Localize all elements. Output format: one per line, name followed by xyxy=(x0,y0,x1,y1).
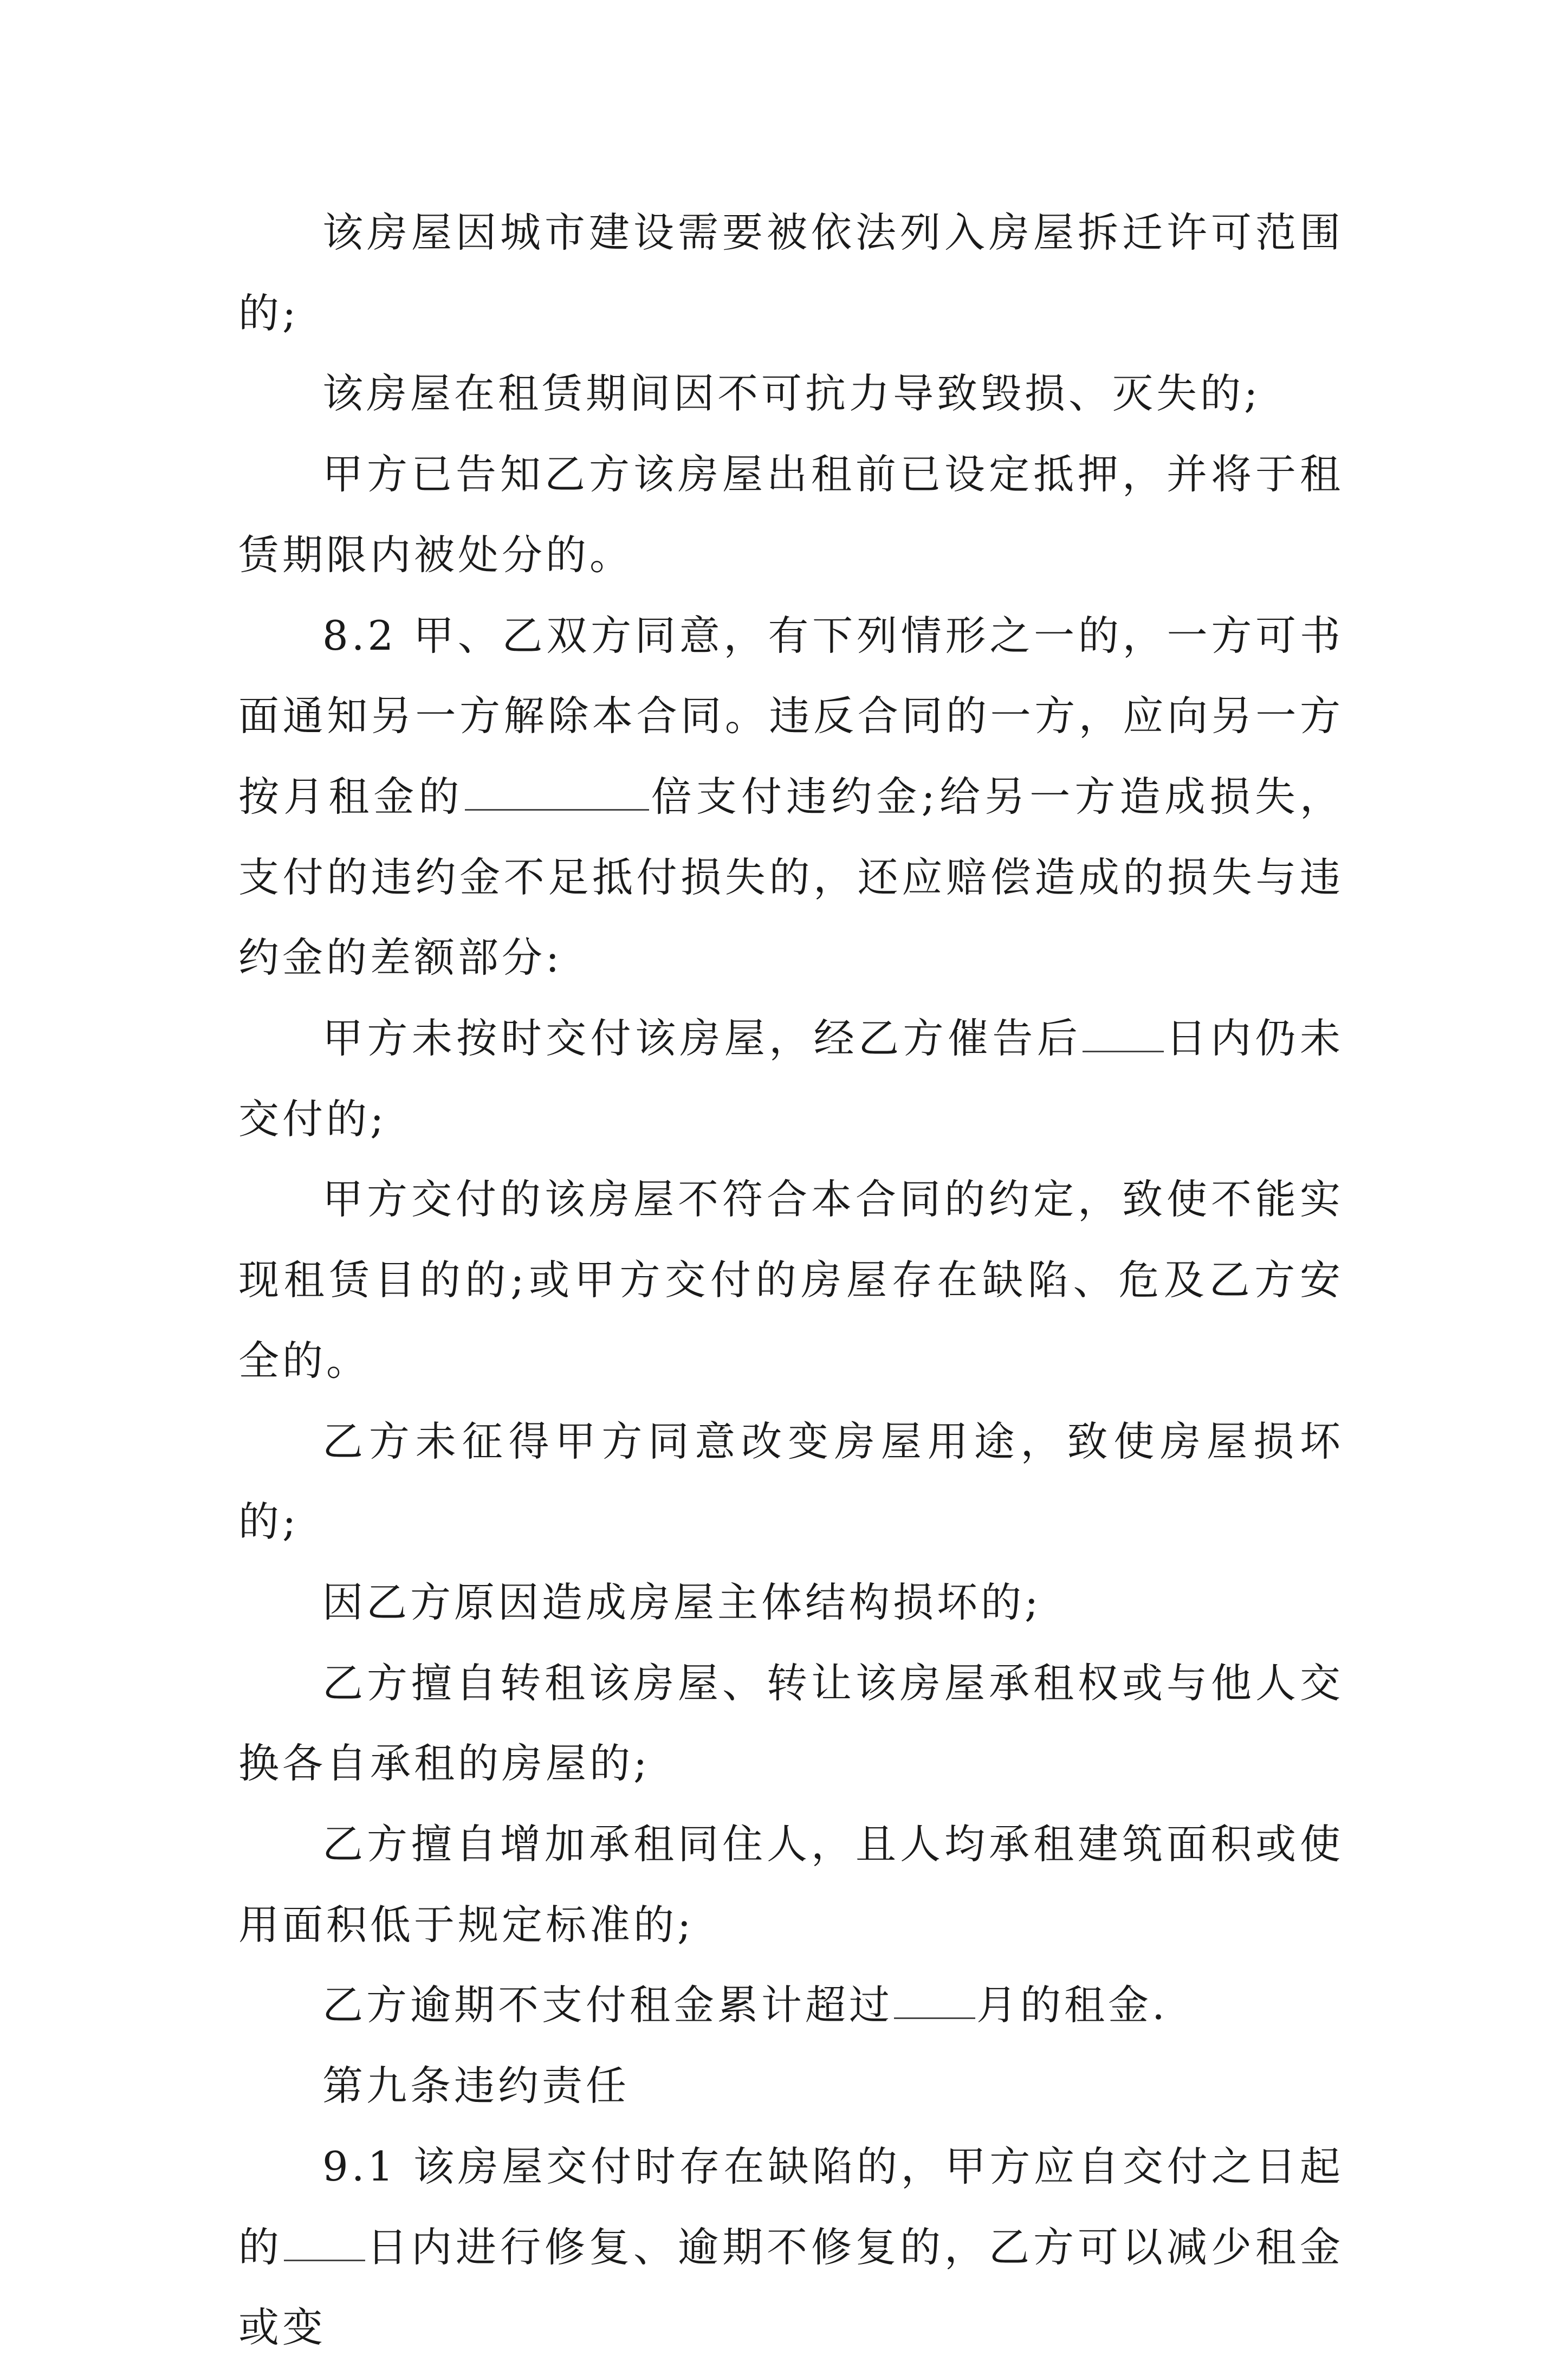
days-blank xyxy=(1083,1050,1164,1052)
clause-structural-damage: 因乙方原因造成房屋主体结构损坏的; xyxy=(322,1578,1042,1626)
clause-8-2-text-after: 倍支付违约金;给另一方造成损失，支付的违约金不足抵付损失的，还应赔偿造成的损失与违约金的差额部分: xyxy=(238,772,1344,982)
clause-late-delivery-text-after: 日内仍未交付的; xyxy=(238,1014,1344,1143)
clause-late-delivery-text-before: 甲方未按时交付该房屋，经乙方催告后 xyxy=(322,1014,1082,1063)
months-blank xyxy=(894,2017,975,2019)
clause-9-1-text-before: 9.1 该房屋交付时存在缺陷的，甲方应自交付之日起的 xyxy=(238,2142,1344,2271)
repair-days-blank xyxy=(284,2259,365,2261)
document-body xyxy=(238,192,1344,2368)
clause-overdue-rent xyxy=(238,1965,1344,2046)
clause-9-1-text-after: 日内进行修复、逾期不修复的，乙方可以减少租金或变 xyxy=(238,2223,1344,2352)
clause-overdue-rent-text-after: 月的租金. xyxy=(976,1981,1168,2029)
clause-8-2-text-before: 8.2 甲、乙双方同意，有下列情形之一的，一方可书面通知另一方解除本合同。违反合同的一方，应向另一方按月租金的 xyxy=(238,611,1344,820)
clause-late-delivery xyxy=(238,998,1344,1159)
clause-nonconforming-house: 甲方交付的该房屋不符合本合同的约定，致使不能实现租赁目的的;或甲方交付的房屋存在缺陷、危及乙方安全的。 xyxy=(238,1175,1344,1384)
clause-sublease: 乙方擅自转租该房屋、转让该房屋承租权或与他人交换各自承租的房屋的; xyxy=(238,1659,1344,1788)
clause-overdue-rent-text-before: 乙方逾期不支付租金累计超过 xyxy=(322,1981,893,2029)
clause-mortgage: 甲方已告知乙方该房屋出租前已设定抵押，并将于租赁期限内被处分的。 xyxy=(238,450,1344,579)
penalty-multiple-blank xyxy=(465,808,649,811)
clause-8-2-termination xyxy=(238,596,1344,999)
clause-force-majeure: 该房屋在租赁期间因不可抗力导致毁损、灭失的; xyxy=(322,370,1261,418)
clause-demolition: 该房屋因城市建设需要被依法列入房屋拆迁许可范围的; xyxy=(238,209,1344,337)
clause-change-of-use: 乙方未征得甲方同意改变房屋用途，致使房屋损坏的; xyxy=(238,1417,1344,1546)
clause-extra-occupants: 乙方擅自增加承租同住人，且人均承租建筑面积或使用面积低于规定标准的; xyxy=(238,1820,1344,1949)
clause-9-1-defect-repair xyxy=(238,2126,1344,2368)
article-9-heading: 第九条违约责任 xyxy=(322,2062,630,2110)
